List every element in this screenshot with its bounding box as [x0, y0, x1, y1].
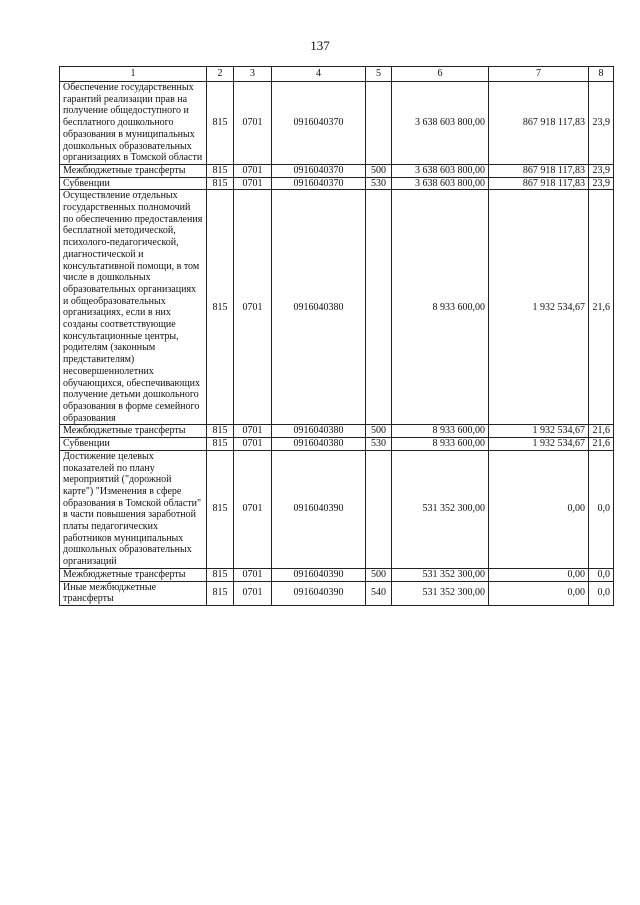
table-row	[60, 164, 614, 177]
header-cell: 8	[589, 67, 614, 82]
header-cell: 5	[366, 67, 392, 82]
percent: 0,0	[589, 581, 614, 605]
admin-code: 815	[207, 568, 234, 581]
table-row	[60, 82, 614, 165]
section-code: 0701	[234, 82, 272, 165]
section-code: 0701	[234, 164, 272, 177]
row-name: Достижение целевых показателей по плану мероприятий ("дорожной карте") "Изменения в сфере образования в Томской области" в части повышения заработной платы педагогических работников муниципальных дошкольных образовательных организаций	[60, 450, 207, 568]
admin-code: 815	[207, 177, 234, 190]
planned-amount: 8 933 600,00	[392, 438, 489, 451]
actual-amount: 867 918 117,83	[489, 82, 589, 165]
header-cell: 1	[60, 67, 207, 82]
table-row	[60, 190, 614, 425]
expense-type	[366, 82, 392, 165]
row-name: Субвенции	[60, 438, 207, 451]
row-name: Межбюджетные трансферты	[60, 425, 207, 438]
header-row	[60, 67, 614, 82]
row-name: Обеспечение государственных гарантий реализации прав на получение общедоступного и бесплатного дошкольного образования в муниципальных дошкольных образовательных организациях в Томской области	[60, 82, 207, 165]
admin-code: 815	[207, 190, 234, 425]
section-code: 0701	[234, 177, 272, 190]
header-cell: 2	[207, 67, 234, 82]
target-code: 0916040390	[272, 581, 366, 605]
percent: 0,0	[589, 568, 614, 581]
section-code: 0701	[234, 425, 272, 438]
section-code: 0701	[234, 568, 272, 581]
target-code: 0916040380	[272, 190, 366, 425]
percent: 0,0	[589, 450, 614, 568]
percent: 23,9	[589, 82, 614, 165]
row-name: Субвенции	[60, 177, 207, 190]
expense-type: 530	[366, 438, 392, 451]
actual-amount: 0,00	[489, 581, 589, 605]
row-name: Межбюджетные трансферты	[60, 568, 207, 581]
expense-type: 530	[366, 177, 392, 190]
admin-code: 815	[207, 450, 234, 568]
section-code: 0701	[234, 450, 272, 568]
header-cell: 7	[489, 67, 589, 82]
header-cell: 3	[234, 67, 272, 82]
admin-code: 815	[207, 82, 234, 165]
admin-code: 815	[207, 164, 234, 177]
expense-type	[366, 450, 392, 568]
target-code: 0916040370	[272, 82, 366, 165]
page-number: 137	[310, 38, 330, 53]
planned-amount: 3 638 603 800,00	[392, 82, 489, 165]
section-code: 0701	[234, 581, 272, 605]
percent: 21,6	[589, 425, 614, 438]
percent: 21,6	[589, 190, 614, 425]
planned-amount: 3 638 603 800,00	[392, 177, 489, 190]
actual-amount: 0,00	[489, 568, 589, 581]
percent: 21,6	[589, 438, 614, 451]
planned-amount: 531 352 300,00	[392, 581, 489, 605]
actual-amount: 867 918 117,83	[489, 177, 589, 190]
actual-amount: 0,00	[489, 450, 589, 568]
percent: 23,9	[589, 177, 614, 190]
admin-code: 815	[207, 581, 234, 605]
row-name: Иные межбюджетные трансферты	[60, 581, 207, 605]
target-code: 0916040370	[272, 177, 366, 190]
target-code: 0916040380	[272, 425, 366, 438]
planned-amount: 3 638 603 800,00	[392, 164, 489, 177]
expense-type	[366, 190, 392, 425]
table-row	[60, 581, 614, 605]
admin-code: 815	[207, 425, 234, 438]
target-code: 0916040390	[272, 450, 366, 568]
table-row	[60, 177, 614, 190]
expense-type: 500	[366, 568, 392, 581]
actual-amount: 1 932 534,67	[489, 190, 589, 425]
section-code: 0701	[234, 438, 272, 451]
header-cell: 4	[272, 67, 366, 82]
target-code: 0916040370	[272, 164, 366, 177]
actual-amount: 867 918 117,83	[489, 164, 589, 177]
admin-code: 815	[207, 438, 234, 451]
expense-type: 540	[366, 581, 392, 605]
row-name: Осуществление отдельных государственных полномочий по обеспечению предоставления бесплатной методической, психолого-педагогической, диагностической и консультативной помощи, в том числе в дошкольных образовательных организациях и общеобразовательных организациях, если в них созданы соответствующие консультационные центры, родителям (законным представителям) несовершеннолетних обучающихся, обеспечивающих получение детьми дошкольного образования в форме семейного образования	[60, 190, 207, 425]
table-row	[60, 438, 614, 451]
target-code: 0916040390	[272, 568, 366, 581]
budget-table	[59, 66, 614, 606]
actual-amount: 1 932 534,67	[489, 438, 589, 451]
percent: 23,9	[589, 164, 614, 177]
planned-amount: 531 352 300,00	[392, 568, 489, 581]
table-row	[60, 450, 614, 568]
actual-amount: 1 932 534,67	[489, 425, 589, 438]
expense-type: 500	[366, 425, 392, 438]
row-name: Межбюджетные трансферты	[60, 164, 207, 177]
section-code: 0701	[234, 190, 272, 425]
target-code: 0916040380	[272, 438, 366, 451]
table-row	[60, 425, 614, 438]
table-row	[60, 568, 614, 581]
expense-type: 500	[366, 164, 392, 177]
planned-amount: 8 933 600,00	[392, 425, 489, 438]
header-cell: 6	[392, 67, 489, 82]
planned-amount: 8 933 600,00	[392, 190, 489, 425]
planned-amount: 531 352 300,00	[392, 450, 489, 568]
